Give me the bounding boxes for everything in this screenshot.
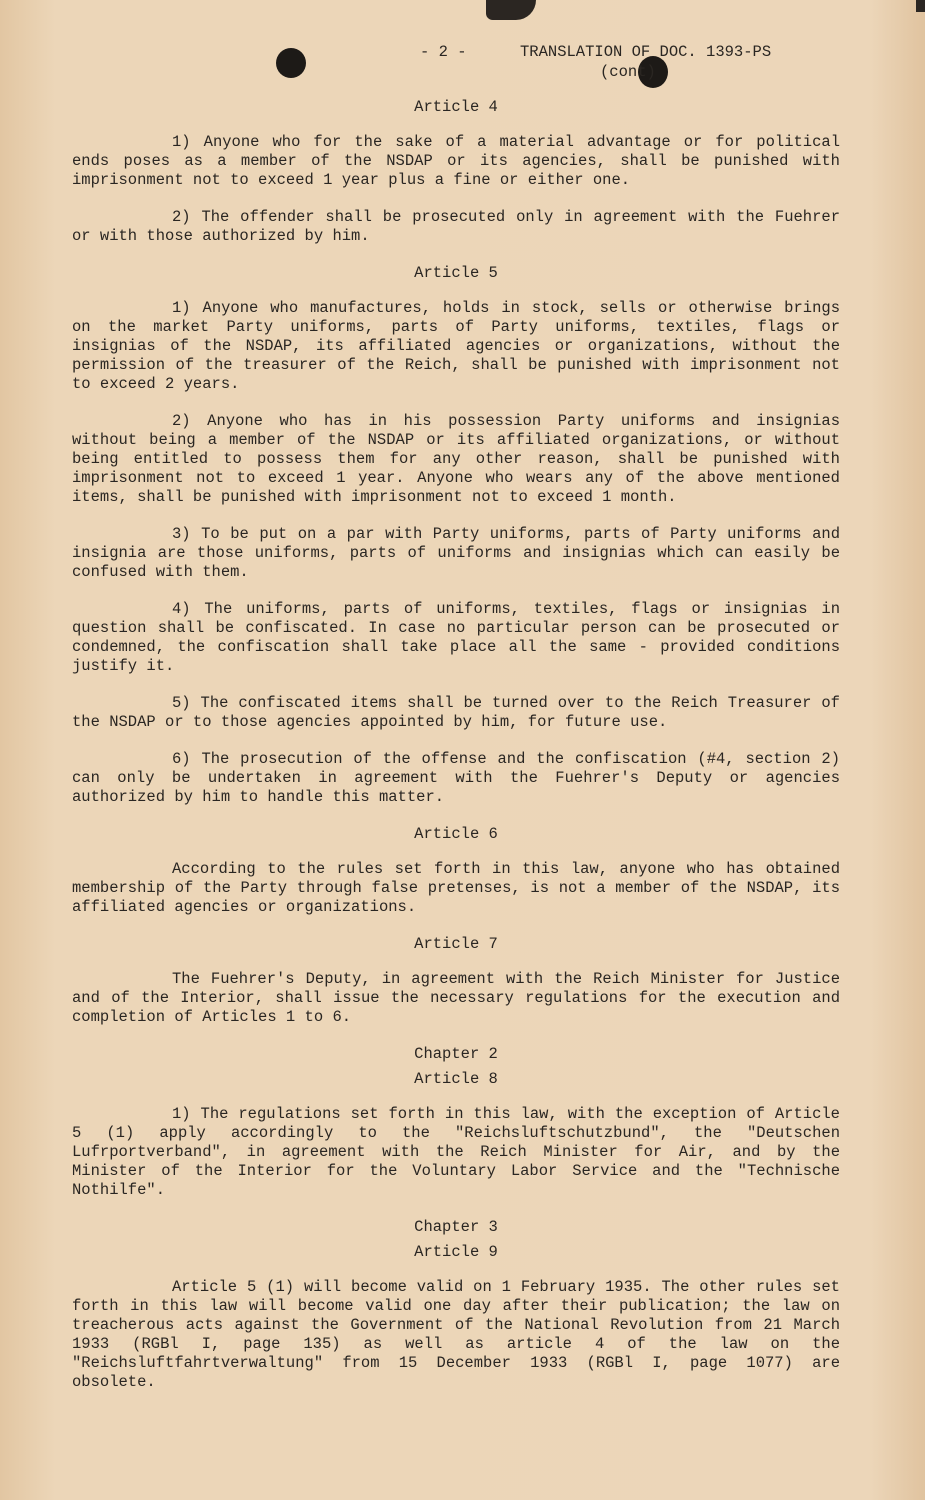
article-5-para-3: 3) To be put on a par with Party uniforms, parts of Party uniforms and insignia are those uniforms, parts of uniforms and insignias which can easily be confused with them. [72, 525, 840, 581]
article-7-para-1: The Fuehrer's Deputy, in agreement with the Reich Minister for Justice and of the Interior, shall issue the necessary regulations for the execution and completion of Articles 1 to 6. [72, 970, 840, 1026]
article-5-para-4: 4) The uniforms, parts of uniforms, textiles, flags or insignias in question shall be confiscated. In case no particular person can be prosecuted or condemned, the confiscation shall take place all the same - provided conditions justify it. [72, 600, 840, 675]
torn-edge [916, 0, 925, 12]
article-heading: Article 6 [414, 825, 498, 843]
document-reference: TRANSLATION OF DOC. 1393-PS [520, 43, 772, 61]
chapter-heading: Chapter 2 [414, 1045, 498, 1063]
torn-edge [486, 0, 536, 20]
article-5-para-2: 2) Anyone who has in his possession Party uniforms and insignias without being a member of the NSDAP or its affiliated organizations, or without being entitled to possess them for any other reason, shall be punished with imprisonment not to exceed 1 year. Anyone who wears any of the above mentioned items, shall be punished with imprisonment not to exceed 1 month. [72, 412, 840, 506]
article-heading: Article 4 [414, 98, 498, 116]
article-8-para-1: 1) The regulations set forth in this law, with the exception of Article 5 (1) apply accordingly to the "Reichsluftschutzbund", the "Deutschen Lufrportverband", in agreement with the Reich Minister for Air, and by the Minister of the Interior for the Voluntary Labor Service and the "Technische Nothilfe". [72, 1105, 840, 1199]
article-heading: Article 7 [414, 935, 498, 953]
article-heading: Article 9 [414, 1243, 498, 1261]
chapter-heading: Chapter 3 [414, 1218, 498, 1236]
article-5-para-1: 1) Anyone who manufactures, holds in stock, sells or otherwise brings on the market Party uniforms, parts of Party uniforms, textiles, flags or insignias of the NSDAP, its affiliated agencies or organizations, without the permission of the treasurer of the Reich, shall be punished with imprisonment not to exceed 2 years. [72, 299, 840, 393]
article-4-para-1: 1) Anyone who for the sake of a material advantage or for political ends poses as a member of the NSDAP or its agencies, shall be punished with imprisonment not to exceed 1 year plus a fine or either one. [72, 133, 840, 189]
page-number: - 2 - [420, 43, 467, 61]
document-body [72, 98, 840, 1392]
article-5-para-5: 5) The confiscated items shall be turned over to the Reich Treasurer of the NSDAP or to those agencies appointed by him, for future use. [72, 694, 840, 731]
article-4-para-2: 2) The offender shall be prosecuted only in agreement with the Fuehrer or with those authorized by him. [72, 208, 840, 245]
article-9-para-1: Article 5 (1) will become valid on 1 February 1935. The other rules set forth in this law will become valid one day after their publication; the law on treacherous acts against the Government of the National Revolution from 21 March 1933 (RGBl I, page 135) as well as article 4 of the law on the "Reichsluftfahrtverwaltung" from 15 December 1933 (RGBl I, page 1077) are obsolete. [72, 1278, 840, 1391]
article-heading: Article 5 [414, 264, 498, 282]
article-6-para-1: According to the rules set forth in this law, anyone who has obtained membership of the Party through false pretenses, is not a member of the NSDAP, its affiliated agencies or organizations. [72, 860, 840, 916]
article-heading: Article 8 [414, 1070, 498, 1088]
punch-hole [276, 48, 306, 78]
continued-marker: (cont) [600, 63, 656, 81]
article-5-para-6: 6) The prosecution of the offense and the confiscation (#4, section 2) can only be undertaken in agreement with the Fuehrer's Deputy or agencies authorized by him to handle this matter. [72, 750, 840, 806]
